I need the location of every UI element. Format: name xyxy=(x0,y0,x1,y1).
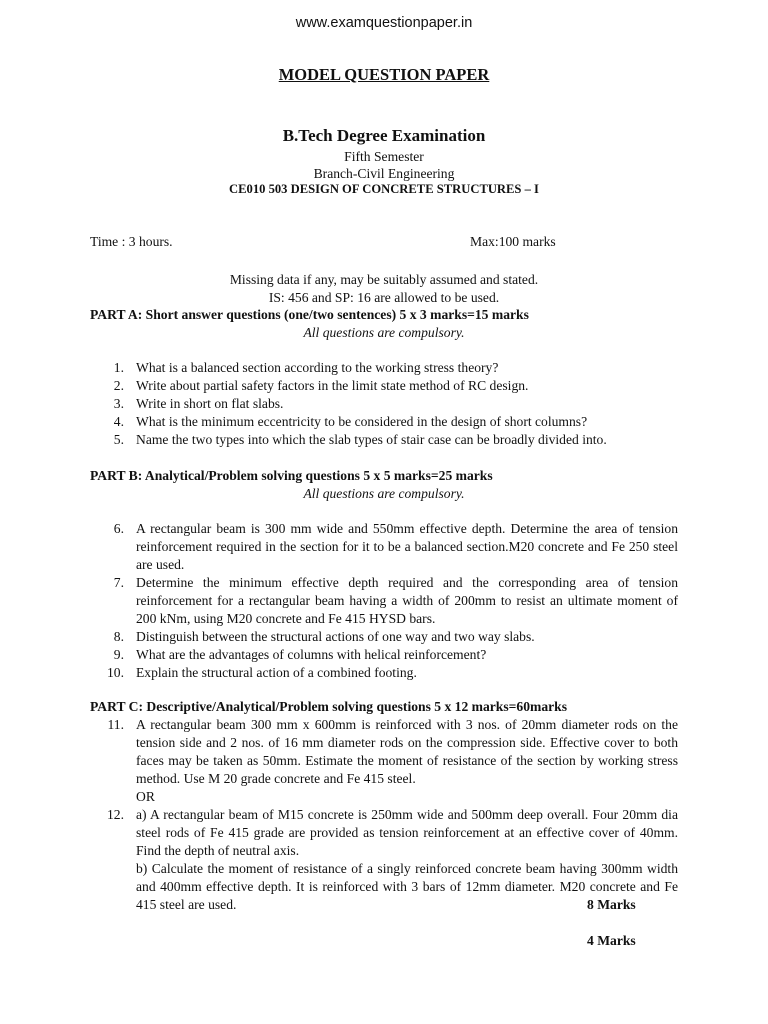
question-text: Write in short on flat slabs. xyxy=(136,396,284,411)
question-text: Distinguish between the structural actions of one way and two way slabs. xyxy=(136,629,535,644)
part-b-heading: PART B: Analytical/Problem solving questions 5 x 5 marks=25 marks xyxy=(90,468,493,483)
question-item xyxy=(90,646,678,664)
question-text: b) Calculate the moment of resistance of a singly reinforced concrete beam having 300mm width and 400mm effective depth. It is reinforced with 3 bars of 12mm diameter. M20 concrete and Fe 415 steel are used. xyxy=(136,861,678,912)
question-number: 6. xyxy=(113,521,124,536)
marks-label: 8 Marks xyxy=(587,897,636,912)
branch-line: Branch-Civil Engineering xyxy=(313,166,455,181)
question-item xyxy=(90,860,678,914)
question-text: Determine the minimum effective depth required and the corresponding area of tension reinforcement for a rectangular beam having a width of 200mm to resist an ultimate moment of 200 kNm, using M20 concrete and Fe 415 HYSD bars. xyxy=(136,575,678,626)
question-item xyxy=(90,431,678,449)
question-text: What is the minimum eccentricity to be considered in the design of short columns? xyxy=(136,414,588,429)
question-item xyxy=(90,716,678,788)
question-number: 10. xyxy=(107,665,124,680)
question-number: 11. xyxy=(107,717,124,732)
part-b-questions xyxy=(90,520,678,682)
question-number: 3. xyxy=(113,396,124,411)
instruction-line: IS: 456 and SP: 16 are allowed to be used. xyxy=(268,290,500,305)
question-text: A rectangular beam is 300 mm wide and 550mm effective depth. Determine the area of tension reinforcement required in the section for it to be a balanced section.M20 concrete and Fe 250 steel are used. xyxy=(136,521,678,572)
time-allowed: Time : 3 hours. xyxy=(90,234,173,249)
question-text: Explain the structural action of a combined footing. xyxy=(136,665,417,680)
question-number: 1. xyxy=(113,360,124,375)
question-number: 5. xyxy=(113,432,124,447)
question-item xyxy=(90,520,678,574)
question-number: 2. xyxy=(113,378,124,393)
question-text: Name the two types into which the slab types of stair case can be broadly divided into. xyxy=(136,432,607,447)
degree-heading: B.Tech Degree Examination xyxy=(282,126,486,145)
question-item xyxy=(90,377,678,395)
question-text: What is a balanced section according to the working stress theory? xyxy=(136,360,499,375)
question-text: What are the advantages of columns with helical reinforcement? xyxy=(136,647,487,662)
question-text: a) A rectangular beam of M15 concrete is 250mm wide and 500mm deep overall. Four 20mm dia steel rods of Fe 415 grade are provided as tension reinforcement at an effective cover of 40mm. Find the depth of neutral axis. xyxy=(136,807,678,858)
max-marks: Max:100 marks xyxy=(470,234,556,249)
question-number: 8. xyxy=(113,629,124,644)
part-c-heading: PART C: Descriptive/Analytical/Problem solving questions 5 x 12 marks=60marks xyxy=(90,699,568,714)
part-a-questions xyxy=(90,359,678,449)
semester-line: Fifth Semester xyxy=(344,149,424,164)
question-number: 7. xyxy=(113,575,124,590)
question-number: 12. xyxy=(107,807,124,822)
or-separator: OR xyxy=(136,789,155,804)
question-item xyxy=(90,628,678,646)
part-a-heading: PART A: Short answer questions (one/two sentences) 5 x 3 marks=15 marks xyxy=(90,307,529,322)
marks-label: 4 Marks xyxy=(587,933,636,948)
course-line: CE010 503 DESIGN OF CONCRETE STRUCTURES – I xyxy=(229,182,539,196)
question-item xyxy=(90,395,678,413)
instruction-line: Missing data if any, may be suitably assumed and stated. xyxy=(229,272,539,287)
question-item xyxy=(90,359,678,377)
page-title: MODEL QUESTION PAPER xyxy=(278,65,490,84)
question-number: 4. xyxy=(113,414,124,429)
website-url: www.examquestionpaper.in xyxy=(295,15,473,31)
part-b-note: All questions are compulsory. xyxy=(303,486,465,501)
question-text: A rectangular beam 300 mm x 600mm is reinforced with 3 nos. of 20mm diameter rods on the tension side and 2 nos. of 16 mm diameter rods on the compression side. Effective cover to both faces may be taken as 50mm. Estimate the moment of resistance of the section by working stress method. Use M 20 grade concrete and Fe 415 steel. xyxy=(136,717,678,786)
question-item xyxy=(90,413,678,431)
question-item xyxy=(90,574,678,628)
part-c-questions-continued xyxy=(90,860,678,914)
part-a-note: All questions are compulsory. xyxy=(303,325,465,340)
question-text: Write about partial safety factors in the limit state method of RC design. xyxy=(136,378,529,393)
question-item xyxy=(90,664,678,682)
question-number: 9. xyxy=(113,647,124,662)
